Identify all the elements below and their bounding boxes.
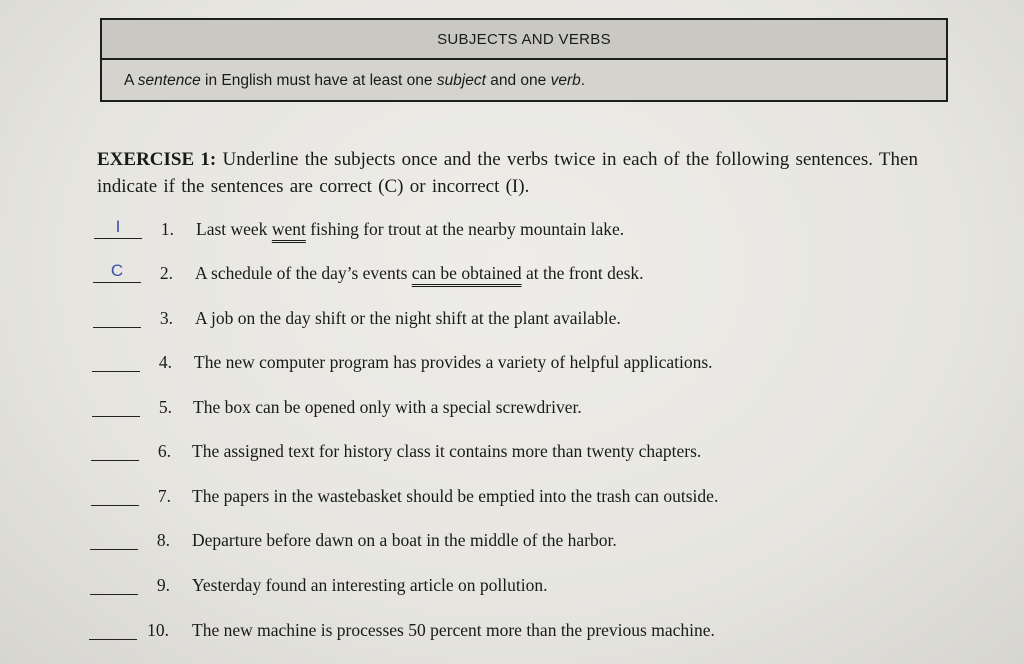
answer-blank-3[interactable] bbox=[93, 307, 141, 328]
answer-blank-8[interactable] bbox=[90, 529, 138, 550]
item-number: 4. bbox=[158, 352, 172, 372]
rule-text-4: . bbox=[580, 72, 586, 89]
item-sentence bbox=[196, 218, 624, 240]
exercise-heading: EXERCISE 1: bbox=[97, 149, 217, 170]
item-sentence: The new machine is processes 50 percent more than the previous machine. bbox=[192, 620, 715, 640]
item-sentence bbox=[195, 262, 644, 284]
rule-text-3: and one bbox=[485, 72, 551, 89]
underlined-verb: can be obtained bbox=[411, 263, 522, 283]
rule-term-sentence: sentence bbox=[137, 72, 201, 89]
item-number: 7. bbox=[157, 486, 171, 506]
rule-term-verb: verb bbox=[550, 72, 581, 89]
answer-blank-4[interactable] bbox=[92, 351, 140, 372]
answer-blank-7[interactable] bbox=[91, 485, 139, 506]
item-number: 3. bbox=[159, 308, 173, 328]
answer-blank-1[interactable]: I bbox=[94, 218, 142, 239]
item-sentence: Yesterday found an interesting article on pollution. bbox=[192, 575, 548, 595]
item-sentence: The new computer program has provides a variety of helpful applications. bbox=[194, 352, 713, 372]
answer-blank-6[interactable] bbox=[91, 440, 139, 461]
item-number: 8. bbox=[156, 530, 170, 550]
item-number: 2. bbox=[159, 263, 173, 283]
sentence-end: at the front desk. bbox=[521, 263, 644, 283]
sentence-start: A schedule of the day’s events bbox=[195, 263, 412, 283]
rule-text-1: A bbox=[124, 72, 138, 89]
item-number: 10. bbox=[147, 620, 169, 640]
exercise-instructions bbox=[97, 146, 967, 200]
answer-blank-9[interactable] bbox=[90, 574, 138, 595]
item-sentence: The box can be opened only with a special screwdriver. bbox=[193, 397, 582, 417]
sentence-end: fishing for trout at the nearby mountain lake. bbox=[305, 219, 625, 239]
item-number: 1. bbox=[160, 219, 174, 239]
rule-term-subject: subject bbox=[436, 72, 486, 89]
rule-text-2: in English must have at least one bbox=[200, 72, 437, 89]
item-number: 9. bbox=[156, 575, 170, 595]
item-sentence: Departure before dawn on a boat in the middle of the harbor. bbox=[192, 530, 617, 550]
answer-blank-10[interactable] bbox=[89, 619, 137, 640]
header-rule bbox=[102, 60, 946, 100]
sentence-start: Last week bbox=[196, 219, 272, 239]
item-number: 5. bbox=[158, 397, 172, 417]
item-sentence: The assigned text for history class it contains more than twenty chapters. bbox=[192, 441, 702, 461]
item-number: 6. bbox=[157, 441, 171, 461]
answer-blank-5[interactable] bbox=[92, 396, 140, 417]
exercise-instruction-text: Underline the subjects once and the verbs twice in each of the following sentences. Then indicate if the sentences are correct (C) or incorrect (I). bbox=[97, 149, 918, 197]
answer-blank-2[interactable]: C bbox=[93, 262, 141, 283]
subjects-verbs-header-box bbox=[100, 18, 948, 102]
header-title: SUBJECTS AND VERBS bbox=[102, 20, 946, 60]
item-sentence: The papers in the wastebasket should be emptied into the trash can outside. bbox=[192, 486, 719, 506]
underlined-verb: went bbox=[271, 219, 306, 239]
item-sentence: A job on the day shift or the night shift at the plant available. bbox=[195, 308, 621, 328]
